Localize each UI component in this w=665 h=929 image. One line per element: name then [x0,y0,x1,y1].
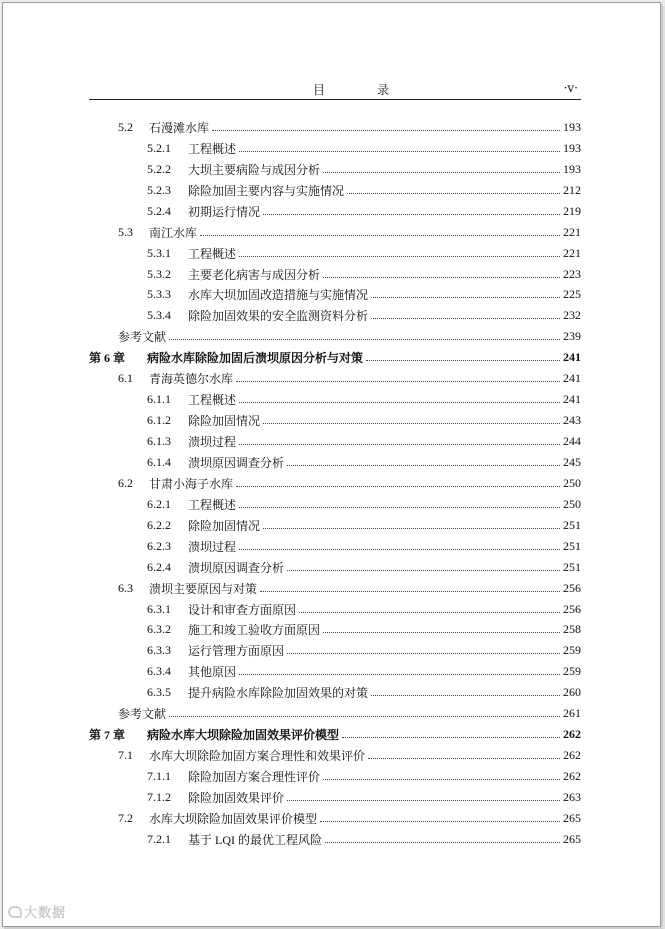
toc-entry-title: 除险加固情况 [188,414,261,429]
toc-entry-number: 6.3 [118,580,133,595]
toc-subsection-entry[interactable] [89,661,581,682]
toc-section-entry[interactable] [89,808,581,829]
toc-leader-dots [260,591,560,592]
toc-entry-title: 工程概述 [188,497,237,512]
toc-entry-page: 241 [563,371,581,386]
toc-entry-page: 251 [563,559,581,574]
toc-leader-dots [239,674,560,675]
toc-chapter-entry[interactable] [89,347,581,368]
toc-entry-page: 241 [563,392,581,407]
toc-subsection-entry[interactable] [89,452,581,473]
toc-leader-dots [263,214,560,215]
toc-section-entry[interactable] [89,473,581,494]
toc-entry-number: 第 7 章 [89,728,126,743]
toc-entry-title: 水库大坝加固改造措施与实施情况 [188,288,369,303]
toc-entry-page: 221 [563,245,581,260]
toc-section-entry[interactable] [89,368,581,389]
toc-entry-page: 193 [563,119,581,134]
toc-section-entry[interactable] [89,578,581,599]
toc-entry-title: 参考文献 [118,707,167,722]
toc-entry-title: 除险加固方案合理性评价 [188,770,321,785]
toc-leader-dots [299,612,560,613]
toc-entry-title: 溃坝过程 [188,539,237,554]
toc-entry-title: 除险加固主要内容与实施情况 [188,183,345,198]
toc-entry-number: 7.1 [118,748,133,763]
toc-entry-page: 225 [563,287,581,302]
toc-entry-page: 265 [563,810,581,825]
toc-entry-page: 239 [563,329,581,344]
toc-entry-number: 5.2.4 [147,203,171,218]
toc-entry-title: 参考文献 [118,330,167,345]
toc-entry-title: 病险水库大坝除险加固效果评价模型 [147,728,340,743]
toc-entry-number: 6.2.3 [147,538,171,553]
toc-entry-title: 除险加固效果评价 [188,790,285,805]
toc-entry-page: 250 [563,475,581,490]
toc-leader-dots [239,444,560,445]
toc-entry-page: 223 [563,266,581,281]
toc-entry-number: 6.3.1 [147,601,171,616]
toc-leader-dots [287,465,560,466]
toc-leader-dots [323,632,560,633]
toc-subsection-entry[interactable] [89,285,581,306]
toc-entry-number: 6.1.1 [147,392,171,407]
toc-subsection-entry[interactable] [89,599,581,620]
toc-section-entry[interactable] [89,117,581,138]
toc-entry-title: 除险加固情况 [188,518,261,533]
toc-entry-title: 基于 LQI 的最优工程风险 [188,832,322,847]
toc-leader-dots [368,758,560,759]
toc-leader-dots [169,716,560,717]
toc-entry-number: 5.3.4 [147,308,171,323]
toc-entry-number: 6.1.2 [147,413,171,428]
toc-subsection-entry[interactable] [89,180,581,201]
toc-entry-page: 259 [563,643,581,658]
toc-entry-title: 设计和审查方面原因 [188,602,297,617]
toc-entry-number: 6.2.2 [147,517,171,532]
toc-entry-number: 5.3.2 [147,266,171,281]
toc-subsection-entry[interactable] [89,494,581,515]
toc-subsection-entry[interactable] [89,389,581,410]
toc-leader-dots [239,256,560,257]
toc-leader-dots [263,423,560,424]
toc-entry-page: 251 [563,517,581,532]
toc-entry-title: 主要老化病害与成因分析 [188,267,321,282]
toc-entry-title: 病险水库除险加固后溃坝原因分析与对策 [147,351,364,366]
toc-entry-page: 219 [563,203,581,218]
toc-leader-dots [323,277,560,278]
watermark-text: 大数据 [24,906,67,921]
toc-leader-dots [287,653,560,654]
toc-entry-page: 258 [563,622,581,637]
toc-subsection-entry[interactable] [89,138,581,159]
toc-entry-title: 工程概述 [188,141,237,156]
toc-section-entry[interactable] [89,222,581,243]
toc-entry-number: 6.1.4 [147,454,171,469]
toc-entry-number: 6.3.2 [147,622,171,637]
toc-subsection-entry[interactable] [89,264,581,285]
toc-entry-title: 大坝主要病险与成因分析 [188,162,321,177]
toc-entry-page: 262 [563,727,581,742]
toc-subsection-entry[interactable] [89,682,581,703]
toc-references-entry[interactable] [89,703,581,724]
toc-entry-title: 除险加固效果的安全监测资料分析 [188,309,369,324]
toc-leader-dots [200,235,560,236]
toc-leader-dots [366,360,560,361]
toc-entry-number: 5.2.2 [147,161,171,176]
toc-entry-title: 提升病险水库除险加固效果的对策 [188,686,369,701]
toc-entry-title: 工程概述 [188,393,237,408]
toc-subsection-entry[interactable] [89,201,581,222]
toc-entry-page: 256 [563,580,581,595]
toc-leader-dots [236,381,560,382]
toc-leader-dots [323,172,560,173]
toc-entry-page: 259 [563,664,581,679]
toc-entry-title: 溃坝原因调查分析 [188,455,285,470]
toc-entry-number: 5.3.1 [147,245,171,260]
toc-subsection-entry[interactable] [89,410,581,431]
toc-entry-title: 溃坝过程 [188,435,237,450]
toc-leader-dots [287,800,560,801]
toc-entry-number: 6.1 [118,371,133,386]
toc-entry-page: 193 [563,161,581,176]
toc-entry-number: 6.2 [118,475,133,490]
toc-entry-number: 5.2.3 [147,182,171,197]
toc-section-entry[interactable] [89,745,581,766]
toc-leader-dots [371,695,560,696]
toc-entry-title: 水库大坝除险加固方案合理性和效果评价 [149,749,366,764]
toc-leader-dots [371,297,560,298]
toc-leader-dots [342,737,560,738]
toc-subsection-entry[interactable] [89,640,581,661]
toc-entry-page: 262 [563,769,581,784]
toc-entry-page: 262 [563,748,581,763]
toc-subsection-entry[interactable] [89,536,581,557]
toc-entry-number: 6.1.3 [147,434,171,449]
toc-entry-title: 初期运行情况 [188,204,261,219]
toc-entry-page: 256 [563,601,581,616]
toc-entry-number: 6.3.3 [147,643,171,658]
watermark-logo-icon [8,906,22,918]
toc-entry-title: 其他原因 [188,665,237,680]
toc-entry-page: 263 [563,789,581,804]
toc-subsection-entry[interactable] [89,243,581,264]
toc-subsection-entry[interactable] [89,557,581,578]
toc-entry-page: 232 [563,308,581,323]
toc-entry-title: 南江水库 [149,225,198,240]
table-of-contents [89,117,581,850]
toc-entry-title: 甘肃小海子水库 [149,476,234,491]
toc-entry-number: 6.2.4 [147,559,171,574]
toc-entry-page: 241 [563,350,581,365]
toc-entry-title: 运行管理方面原因 [188,644,285,659]
toc-leader-dots [371,318,560,319]
toc-subsection-entry[interactable] [89,431,581,452]
toc-leader-dots [239,549,560,550]
toc-entry-page: 221 [563,224,581,239]
toc-entry-page: 245 [563,454,581,469]
toc-entry-page: 193 [563,140,581,155]
toc-leader-dots [347,193,560,194]
page-number: ·v· [563,81,578,95]
toc-leader-dots [239,507,560,508]
toc-entry-page: 261 [563,706,581,721]
toc-leader-dots [239,402,560,403]
watermark [8,902,66,921]
toc-entry-title: 施工和竣工验收方面原因 [188,623,321,638]
toc-leader-dots [263,528,560,529]
toc-entry-number: 6.2.1 [147,496,171,511]
toc-chapter-entry[interactable] [89,724,581,745]
toc-entry-title: 溃坝原因调查分析 [188,560,285,575]
toc-subsection-entry[interactable] [89,515,581,536]
toc-entry-page: 251 [563,538,581,553]
toc-entry-title: 工程概述 [188,246,237,261]
toc-leader-dots [239,151,560,152]
toc-entry-page: 260 [563,685,581,700]
toc-entry-page: 243 [563,413,581,428]
toc-entry-page: 250 [563,496,581,511]
toc-entry-number: 第 6 章 [89,351,126,366]
toc-leader-dots [323,779,560,780]
toc-entry-number: 7.2.1 [147,831,171,846]
toc-leader-dots [320,821,560,822]
toc-subsection-entry[interactable] [89,787,581,808]
toc-entry-title: 青海英德尔水库 [149,372,234,387]
toc-subsection-entry[interactable] [89,766,581,787]
toc-entry-number: 7.1.1 [147,769,171,784]
toc-subsection-entry[interactable] [89,829,581,850]
toc-entry-number: 7.2 [118,810,133,825]
toc-leader-dots [325,842,560,843]
toc-leader-dots [169,339,560,340]
toc-entry-page: 212 [563,182,581,197]
toc-leader-dots [287,570,560,571]
toc-entry-title: 石漫滩水库 [149,120,210,135]
toc-entry-title: 水库大坝除险加固效果评价模型 [149,811,318,826]
toc-leader-dots [212,130,560,131]
toc-references-entry[interactable] [89,326,581,347]
toc-entry-page: 244 [563,434,581,449]
toc-entry-number: 6.3.4 [147,664,171,679]
toc-entry-title: 溃坝主要原因与对策 [149,581,258,596]
toc-leader-dots [236,486,560,487]
document-page [2,2,661,927]
toc-entry-number: 5.3 [118,224,133,239]
toc-entry-number: 5.2 [118,119,133,134]
running-title: 目 录 [313,83,410,97]
toc-entry-number: 5.3.3 [147,287,171,302]
toc-entry-number: 5.2.1 [147,140,171,155]
toc-entry-number: 7.1.2 [147,789,171,804]
toc-subsection-entry[interactable] [89,159,581,180]
toc-subsection-entry[interactable] [89,620,581,641]
toc-entry-number: 6.3.5 [147,685,171,700]
header-rule [89,99,581,100]
toc-entry-page: 265 [563,831,581,846]
toc-subsection-entry[interactable] [89,305,581,326]
